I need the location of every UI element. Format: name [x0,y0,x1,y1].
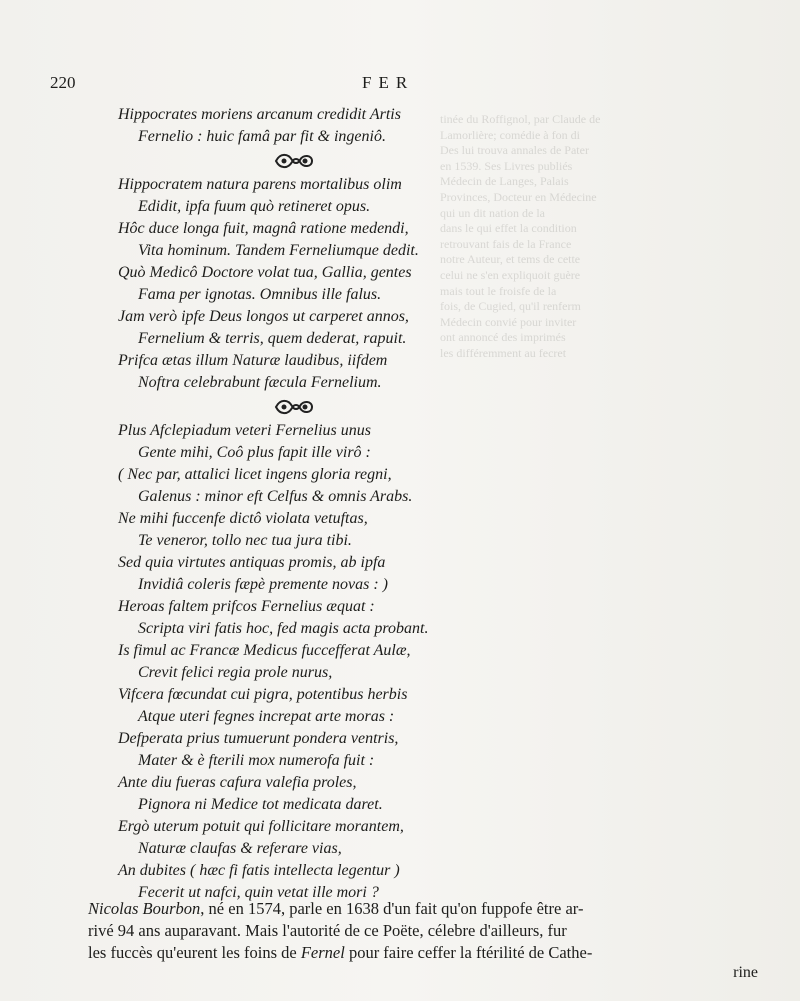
poem-line: Invidiâ coleris fæpè premente novas : ) [138,576,389,593]
bleed-line: qui un dit nation de la [440,205,545,220]
poem-line: Ne mihi fuccenfe dictô violata vetuftas, [118,510,368,527]
bleed-line: Des lui trouva annales de Pater [440,143,589,158]
poem-line: Is fimul ac Francæ Medicus fuccefferat Aulæ, [118,642,411,659]
person-name: Fernel [300,943,345,962]
prose-line: rivé 94 ans auparavant. Mais l'autorité de ce Poëte, célebre d'ailleurs, fur [88,921,567,940]
epigram-poem [118,104,538,904]
poem-line: Galenus : minor eft Celfus & omnis Arabs. [138,488,413,505]
bleed-line: mais tout le froisfe de la [440,283,557,298]
poem-line: Crevit felici regia prole nurus, [138,664,333,681]
commentary-paragraph [88,898,758,964]
poem-line: Defperata prius tumuerunt pondera ventris, [118,730,399,747]
poem-line: Heroas faltem prifcos Fernelius æquat : [118,598,375,615]
prose-line: Nicolas Bourbon, né en 1574, parle en 1638 d'un fait qu'on fuppofe être ar- [88,899,584,918]
poem-line: Naturæ claufas & referare vias, [138,840,342,857]
poem-line: Vita hominum. Tandem Ferneliumque dedit. [138,242,419,259]
poem-line: Hippocrates moriens arcanum credidit Artis [118,106,401,123]
poem-line: Mater & è fterili mox numerofa fuit : [138,752,375,769]
bleed-line: Provinces, Docteur en Médecine [440,189,597,204]
poem-line: Noftra celebrabunt fæcula Fernelium. [138,374,382,391]
bleed-line: notre Auteur, et tems de cette [440,252,581,267]
poem-line: Fama per ignotas. Omnibus ille falus. [138,286,382,303]
poem-line: Scripta viri fatis hoc, fed magis acta probant. [138,620,429,637]
poem-line: Fernelium & terris, quem dederat, rapuit. [138,330,407,347]
bleed-line: celui ne s'en expliquoit guère [440,267,581,282]
poem-line: Vifcera fœcundat cui pigra, potentibus herbis [118,686,408,703]
poem-line: Edidit, ipfa fuum quò retineret opus. [138,198,371,215]
poem-line: Hôc duce longa fuit, magnâ ratione medendi, [118,220,409,237]
bleed-line: retrouvant fais de la France [440,236,572,251]
poem-line: Quò Medicô Doctore volat tua, Gallia, gentes [118,264,412,281]
bleed-line: Médecin convié pour inviter [440,314,577,329]
poem-line: Jam verò ipfe Deus longos ut carperet annos, [118,308,409,325]
poem-line: Hippocratem natura parens mortalibus olim [118,176,402,193]
poem-line: Atque uteri fegnes increpat arte moras : [138,708,395,725]
bleed-line: Lamorlière; comédie à fon di [440,127,580,142]
bleed-line: fois, de Cugied, qu'il renferm [440,299,581,314]
catchword: rine [733,964,758,981]
poem-line: Ergò uterum potuit qui follicitare morantem, [118,818,404,835]
printer-ornament-fleuron [118,148,538,174]
bleed-line: dans le qui effet la condition [440,221,577,236]
bleed-line: en 1539. Ses Livres publiés [440,158,573,173]
author-name: Nicolas Bourbon [88,899,201,918]
bleed-line: Médecin de Langes, Palais [440,174,569,189]
poem-line: Pignora ni Medice tot medicata daret. [138,796,383,813]
poem-line: Fernelio : huic famâ par fit & ingeniô. [138,128,386,145]
page-number: 220 [50,73,76,92]
bleed-line: ont annoncé des imprimés [440,330,566,345]
poem-line: Plus Afclepiadum veteri Fernelius unus [118,422,371,439]
page-header [0,73,800,97]
poem-line: An dubites ( hæc fi fatis intellecta legentur ) [118,862,400,879]
poem-line: Te veneror, tollo nec tua jura tibi. [138,532,352,549]
running-head: FER [362,73,415,92]
printer-ornament-fleuron [118,394,538,420]
poem-line: Gente mihi, Coô plus fapit ille virô : [138,444,371,461]
poem-line: Ante diu fueras cafura valefia proles, [118,774,357,791]
poem-line: Sed quia virtutes antiquas promis, ab ipfa [118,554,386,571]
bleed-line: les différemment au fecret [440,345,567,360]
prose-line: les fuccès qu'eurent les foins de Fernel pour faire ceffer la ftérilité de Cathe- [88,943,593,962]
poem-line: Prifca ætas illum Naturæ laudibus, iifdem [118,352,388,369]
bleed-line: tinée du Roffignol, par Claude de [440,112,601,126]
poem-line: Fecerit ut nafci, quin vetat ille mori ? [138,884,379,901]
poem-line: ( Nec par, attalici licet ingens gloria regni, [118,466,392,483]
